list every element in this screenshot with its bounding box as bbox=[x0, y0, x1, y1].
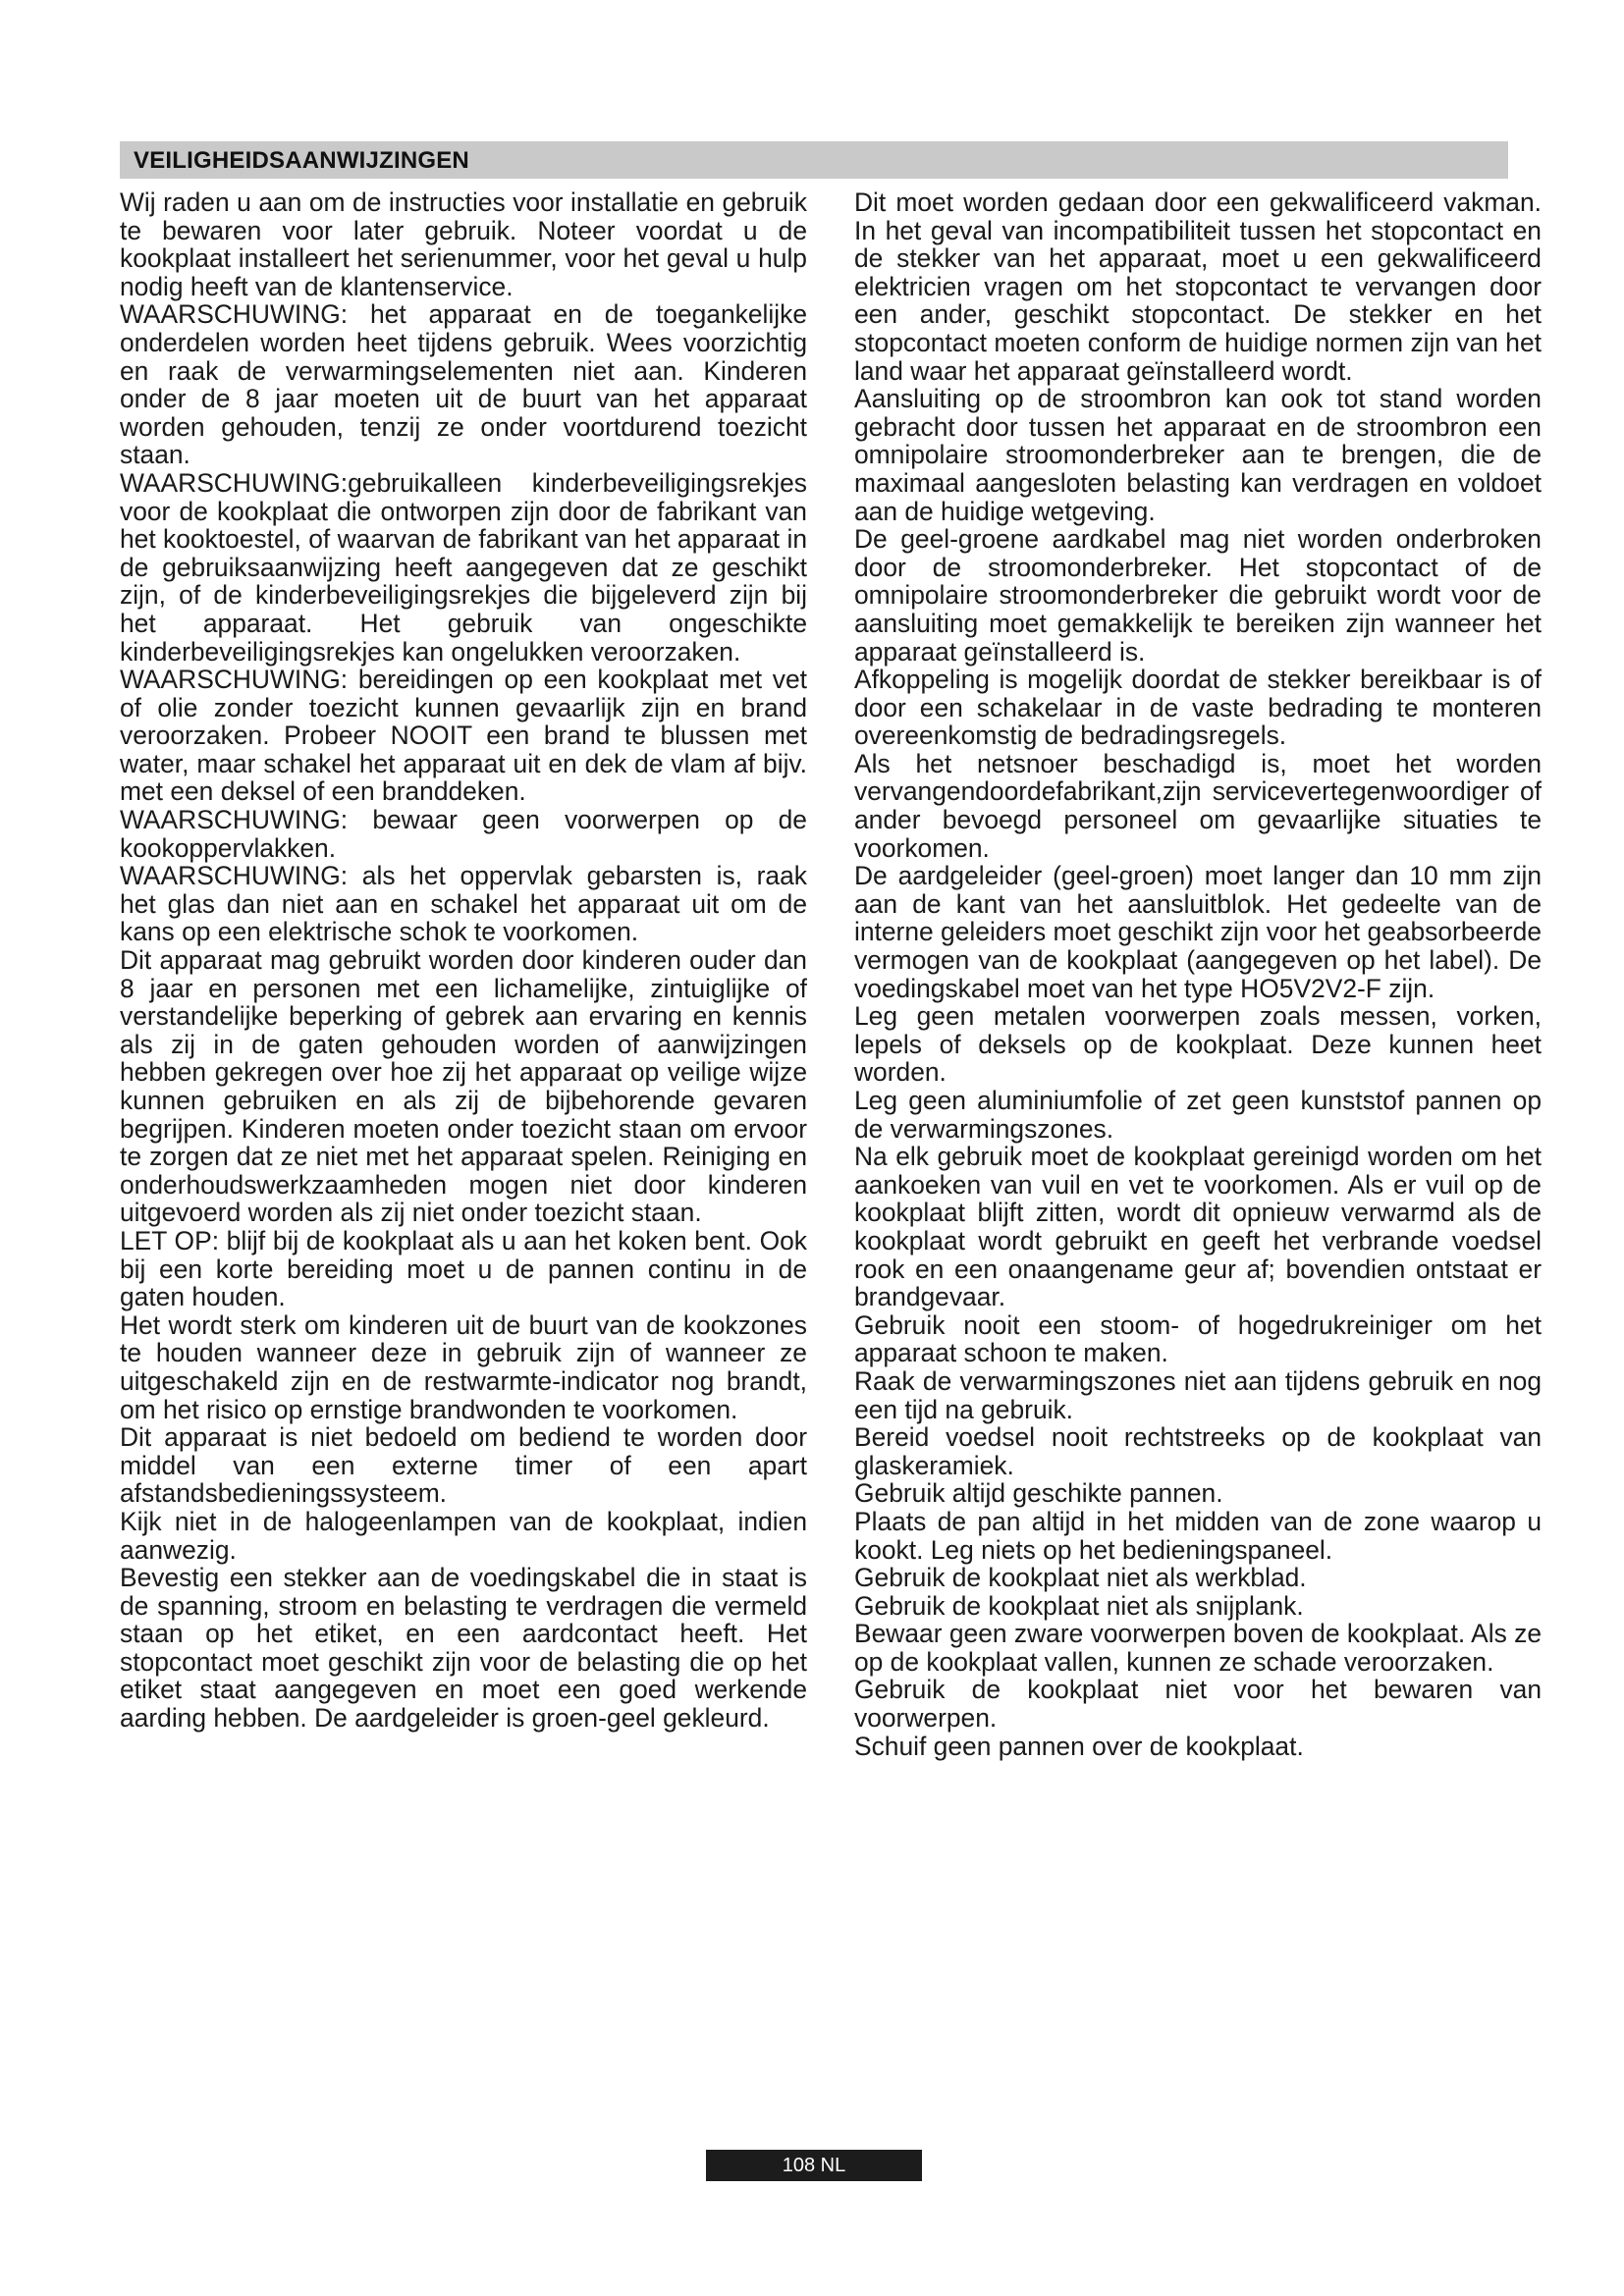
paragraph: Bevestig een stekker aan de voedingskabel die in staat is de spanning, stroom en belasting te verdragen die vermeld staan op het etiket, en een aardcontact heeft. Het stopcontact moet geschikt zijn voor de belasting die op het etiket staat aangegeven en moet een goed werkende aarding hebben. De aardgeleider is groen-geel gekleurd. bbox=[120, 1563, 807, 1734]
paragraph: Leg geen metalen voorwerpen zoals messen, vorken, lepels of deksels op de kookplaat. Deze kunnen heet worden. bbox=[854, 1001, 1542, 1088]
paragraph: Wij raden u aan om de instructies voor installatie en gebruik te bewaren voor later gebruik. Noteer voordat u de kookplaat installeert het serienummer, voor het geval u hulp nodig heeft van de klantenservice. bbox=[120, 187, 807, 301]
paragraph: Schuif geen pannen over de kookplaat. bbox=[854, 1731, 1304, 1761]
paragraph: Plaats de pan altijd in het midden van de zone waarop u kookt. Leg niets op het bedieningspaneel. bbox=[854, 1506, 1542, 1565]
paragraph: Dit moet worden gedaan door een gekwalificeerd vakman. In het geval van incompatibiliteit tussen het stopcontact en de stekker van het apparaat, moet u een gekwalificeerd elektricien vragen om het stopcontact te vervangen door een ander, geschikt stopcontact. De stekker en het stopcontact moeten conform de huidige normen zijn van het land waar het apparaat geïnstalleerd wordt. bbox=[854, 187, 1542, 386]
paragraph: Dit apparaat mag gebruikt worden door kinderen ouder dan 8 jaar en personen met een lichamelijke, zintuiglijke of verstandelijke beperking of gebrek aan ervaring en kennis als zij in de gaten gehouden worden of aanwijzingen hebben gekregen over hoe zij het apparaat op veilige wijze kunnen gebruiken en als zij de bijbehorende gevaren begrijpen. Kinderen moeten onder toezicht staan om ervoor te zorgen dat ze niet met het apparaat spelen. Reiniging en onderhoudswerkzaamheden mogen niet door kinderen uitgevoerd worden als zij niet onder toezicht staan. bbox=[120, 945, 807, 1228]
paragraph: Aansluiting op de stroombron kan ook tot stand worden gebracht door tussen het apparaat en de stroombron een omnipolaire stroomonderbreker aan te brengen, die de maximaal aangesloten belasting kan verdragen en voldoet aan de huidige wetgeving. bbox=[854, 384, 1542, 526]
paragraph: Leg geen aluminiumfolie of zet geen kunststof pannen op de verwarmingszones. bbox=[854, 1086, 1542, 1144]
paragraph: Bewaar geen zware voorwerpen boven de kookplaat. Als ze op de kookplaat vallen, kunnen ze schade veroorzaken. bbox=[854, 1619, 1542, 1677]
paragraph: Bereid voedsel nooit rechtstreeks op de kookplaat van glaskeramiek. bbox=[854, 1422, 1542, 1480]
paragraph: Gebruik nooit een stoom- of hogedrukreiniger om het apparaat schoon te maken. bbox=[854, 1309, 1542, 1368]
paragraph: WAARSCHUWING: bewaar geen voorwerpen op de kookoppervlakken. bbox=[120, 805, 807, 863]
paragraph: De geel-groene aardkabel mag niet worden onderbroken door de stroomonderbreker. Het stopcontact of de omnipolaire stroomonderbreker die gebruikt wordt voor de aansluiting moet gemakkelijk te bereiken zijn wanneer het apparaat geïnstalleerd is. bbox=[854, 524, 1542, 667]
paragraph: WAARSCHUWING: als het oppervlak gebarsten is, raak het glas dan niet aan en schakel het apparaat uit om de kans op een elektrische schok te voorkomen. bbox=[120, 861, 807, 947]
paragraph: Kijk niet in de halogeenlampen van de kookplaat, indien aanwezig. bbox=[120, 1506, 807, 1565]
paragraph: Gebruik altijd geschikte pannen. bbox=[854, 1478, 1223, 1509]
left-text-column bbox=[120, 188, 807, 1733]
paragraph: Gebruik de kookplaat niet als werkblad. bbox=[854, 1563, 1307, 1593]
section-header-bar bbox=[120, 141, 1508, 179]
paragraph: WAARSCHUWING: bereidingen op een kookplaat met vet of olie zonder toezicht kunnen gevaarlijk zijn en brand veroorzaken. Probeer NOOIT een brand te blussen met water, maar schakel het apparaat uit en dek de vlam af bijv. met een deksel of een branddeken. bbox=[120, 665, 807, 807]
paragraph: Gebruik de kookplaat niet voor het bewaren van voorwerpen. bbox=[854, 1675, 1542, 1734]
paragraph: LET OP: blijf bij de kookplaat als u aan het koken bent. Ook bij een korte bereiding moet u de pannen continu in de gaten houden. bbox=[120, 1225, 807, 1312]
paragraph: Dit apparaat is niet bedoeld om bediend te worden door middel van een externe timer of een apart afstandsbedieningssysteem. bbox=[120, 1422, 807, 1509]
right-text-column bbox=[854, 188, 1542, 1760]
page-number-badge: 108 NL bbox=[706, 2150, 922, 2181]
paragraph: Raak de verwarmingszones niet aan tijdens gebruik en nog een tijd na gebruik. bbox=[854, 1365, 1542, 1424]
section-title: VEILIGHEIDSAANWIJZINGEN bbox=[134, 147, 469, 174]
paragraph: WAARSCHUWING: het apparaat en de toegankelijke onderdelen worden heet tijdens gebruik. Wees voorzichtig en raak de verwarmingselementen niet aan. Kinderen onder de 8 jaar moeten uit de buurt van het apparaat worden gehouden, tenzij ze onder voortdurend toezicht staan. bbox=[120, 299, 807, 470]
paragraph: De aardgeleider (geel-groen) moet langer dan 10 mm zijn aan de kant van het aansluitblok. Het gedeelte van de interne geleiders moet geschikt zijn voor het geabsorbeerde vermogen van de kookplaat (aangegeven op het label). De voedingskabel moet van het type HO5V2V2-F zijn. bbox=[854, 861, 1542, 1003]
paragraph: WAARSCHUWING:gebruikalleen kinderbeveiligingsrekjes voor de kookplaat die ontworpen zijn door de fabrikant van het kooktoestel, of waarvan de fabrikant van het apparaat in de gebruiksaanwijzing heeft aangegeven dat ze geschikt zijn, of de kinderbeveiligingsrekjes die bijgeleverd zijn bij het apparaat. Het gebruik van ongeschikte kinderbeveiligingsrekjes kan ongelukken veroorzaken. bbox=[120, 467, 807, 667]
paragraph: Afkoppeling is mogelijk doordat de stekker bereikbaar is of door een schakelaar in de vaste bedrading te monteren overeenkomstig de bedradingsregels. bbox=[854, 665, 1542, 751]
paragraph: Gebruik de kookplaat niet als snijplank. bbox=[854, 1590, 1304, 1621]
paragraph: Als het netsnoer beschadigd is, moet het worden vervangendoordefabrikant,zijn servicevertegenwoordiger of ander bevoegd personeel om gevaarlijke situaties te voorkomen. bbox=[854, 748, 1542, 863]
paragraph: Het wordt sterk om kinderen uit de buurt van de kookzones te houden wanneer deze in gebruik zijn of wanneer ze uitgeschakeld zijn en de restwarmte-indicator nog brandt, om het risico op ernstige brandwonden te voorkomen. bbox=[120, 1309, 807, 1424]
paragraph: Na elk gebruik moet de kookplaat gereinigd worden om het aankoeken van vuil en vet te voorkomen. Als er vuil op de kookplaat blijft zitten, wordt dit opnieuw verwarmd als de kookplaat wordt gebruikt en geeft het verbrande voedsel rook en een onaangename geur af; bovendien ontstaat er brandgevaar. bbox=[854, 1142, 1542, 1312]
